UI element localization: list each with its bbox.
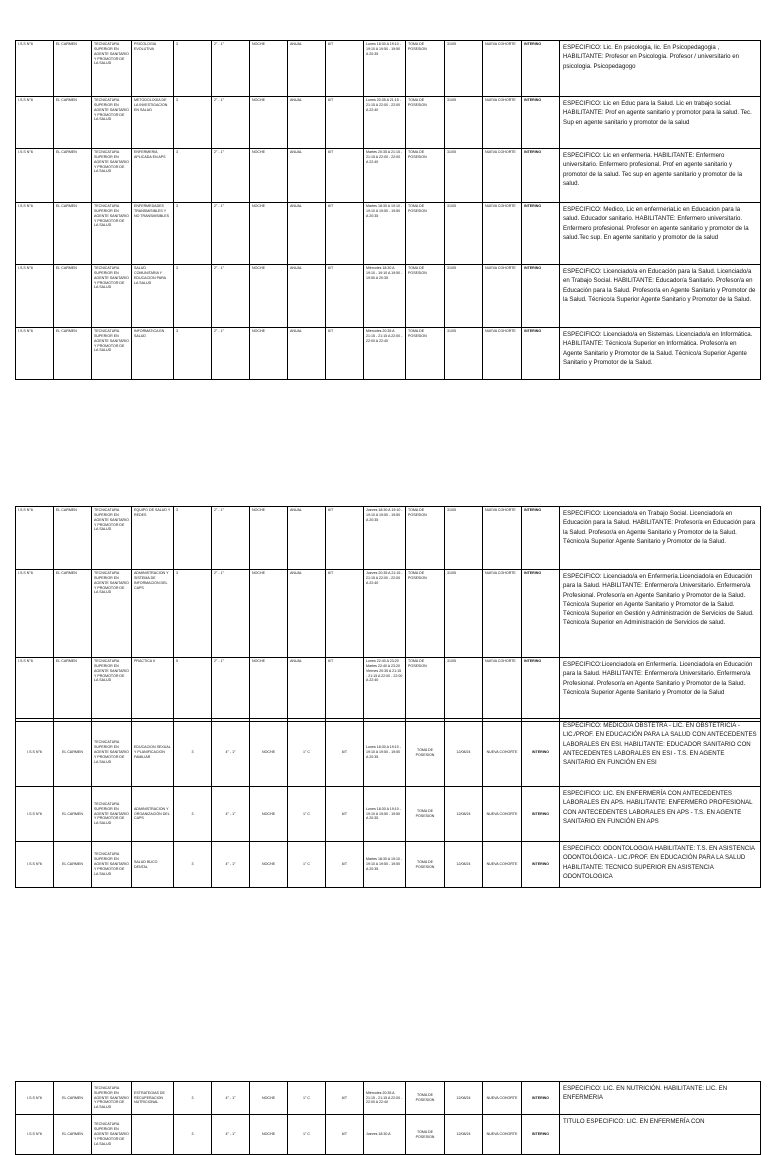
subject-cell [132,1115,174,1155]
year-cell: 2° - 1° [212,658,250,722]
module-cell: 6/T [326,203,364,265]
requirements-cell: ESPECIFICO: Licenciado/a en Educación para la Salud. Licenciado/a en Trabajo Social. HABILITANTE: Educador/a Sanitario. Profesor/a en Educación para la Salud. Profesor/a en Agente Sanitario y Promotor de la Salud. Técnico/a Superior Agente Sanitario y Promotor de la Salud. [560,265,761,328]
regime-cell: 1° C [288,787,326,842]
regime-cell: 1° C [288,1082,326,1115]
table-row [16,1115,761,1155]
shift-cell: NOCHE [250,41,288,97]
subject-cell: ADMINISTRACION Y ORGANIZACIÓN DEL CAPS [132,787,174,842]
hours-cell: 3 [174,265,212,328]
character-cell: INTERINO [522,328,560,380]
hours-cell: 3 [174,719,212,787]
location-cell: EL CARMEN [54,97,92,149]
school-cell: I.S.S N°6 [16,1115,54,1155]
hours-cell: 3 [174,41,212,97]
location-cell: EL CARMEN [54,1115,92,1155]
career-cell: TECNICATURA SUPERIOR EN AGENTE SANITARIO Y PROMOTOR DE LA SALUD [92,1082,132,1115]
situation-cell: TOMA DE POSESION [406,328,445,380]
requirements-cell: ESPECIFICO: Lic en enfermeria. HABILITANTE: Enfermero universitario. Enfermero profesional. Prof en agente sanitario y promotor de la salud. Tec sup en agente sanitario y promotor de la salud. [560,149,761,203]
year-cell: 2° - 1° [212,41,250,97]
shift-cell: NOCHE [250,97,288,149]
date-cell: 12/08/24 [445,842,483,888]
hours-cell: 3 [174,842,212,888]
schedule-cell: Jueves 20:35 A 21:15 - 21:15 A 22:00 - 22:00 A 22:40 [364,570,406,658]
shift-cell: NOCHE [250,149,288,203]
date-cell: 31/05 [445,265,483,328]
cohort-cell: NUEVA COHORTE [483,97,522,149]
year-cell: 4° - 1° [212,842,250,888]
school-cell: I.S.S N°6 [16,570,54,658]
requirements-cell: ESPECIFICO: LIC. EN NUTRICIÓN. HABILITANTE: LIC. EN ENFERMERIA [560,1082,761,1115]
hours-cell: 3 [174,1115,212,1155]
schedule-cell: Lunes 18:30 A 19:10 - 19:10 A 19:50 - 19:50 A 20:35 [364,787,406,842]
date-cell: 12/08/24 [445,1082,483,1115]
character-cell: INTERINO [522,203,560,265]
hours-cell: 5 [174,658,212,722]
requirements-cell: ESPECIFICO: Licenciado/a en Sistemas. Licenciado/a en Informática. HABILITANTE: Técnico/a Superior en Informática. Profesor/a en Agente Sanitario y Promotor de la Salud. Técnico/a Superior Agente Sanitario y Promotor de la Salud. [560,328,761,380]
date-cell: 31/05 [445,570,483,658]
date-cell: 31/05 [445,507,483,570]
subject-cell: PSICOLOGIA EVOLUTIVA [132,41,174,97]
module-cell: 6/T [326,328,364,380]
character-cell: INTERINO [522,787,560,842]
requirements-cell: TITULO ESPECIFICO: LIC. EN ENFERMERÍA CON [560,1115,761,1155]
vacancy-table-2 [15,506,761,722]
regime-cell: ANUAL [288,328,326,380]
module-cell: 6/T [326,97,364,149]
module-cell: 6/T [326,1115,364,1155]
cohort-cell: NUEVA COHORTE [483,507,522,570]
vacancy-table-1 [15,40,761,380]
year-cell: 4° - 1° [212,1115,250,1155]
school-cell: I.S.S N°6 [16,97,54,149]
school-cell: I.S.S N°6 [16,265,54,328]
shift-cell: NOCHE [250,570,288,658]
schedule-cell: Lunes 18:30 A 19:10 - 19:10 A 19:50 - 19:50 A 20:35 [364,719,406,787]
career-cell: TECNICATURA SUPERIOR EN AGENTE SANITARIO Y PROMOTOR DE LA SALUD [92,328,132,380]
subject-cell: SALUD COMUNITARIA Y EDUCACION PARA LA SALUD [132,265,174,328]
schedule-cell: Jueves 18:30 A [364,1115,406,1155]
regime-cell: ANUAL [288,265,326,328]
character-cell: INTERINO [522,842,560,888]
hours-cell: 3 [174,787,212,842]
cohort-cell: NUEVA COHORTE [483,842,522,888]
cohort-cell: NUEVA COHORTE [483,787,522,842]
regime-cell: 1° C [288,719,326,787]
situation-cell: TOMA DE POSESION [406,1082,445,1115]
career-cell: TECNICATURA SUPERIOR EN AGENTE SANITARIO Y PROMOTOR DE LA SALUD [92,842,132,888]
shift-cell: NOCHE [250,1115,288,1155]
hours-cell: 3 [174,1082,212,1115]
school-cell: I.S.S N°6 [16,1082,54,1115]
year-cell: 2° - 1° [212,507,250,570]
year-cell: 4° - 1° [212,719,250,787]
character-cell: INTERINO [522,265,560,328]
table-row [16,41,761,97]
requirements-cell: ESPECIFICO: LIC. EN ENFERMERÍA CON ANTECEDENTES LABORALES EN APS. HABILITANTE: ENFERMERO PROFESIONAL CON ANTECEDENTES LABORALES EN APS - T.S. EN AGENTE SANITARIO EN FUNCIÓN EN APS [560,787,761,842]
table-row [16,787,761,842]
regime-cell: ANUAL [288,97,326,149]
date-cell: 12/08/24 [445,1115,483,1155]
school-cell: I.S.S N°6 [16,328,54,380]
cohort-cell: NUEVA COHORTE [483,203,522,265]
table-row [16,328,761,380]
regime-cell: ANUAL [288,41,326,97]
date-cell: 31/05 [445,328,483,380]
table-row [16,149,761,203]
school-cell: I.S.S N°6 [16,719,54,787]
requirements-cell: ESPECIFICO: MÉDICO/A OBSTETRA - LIC. EN OBSTETRICIA - LIC./PROF. EN EDUCACIÓN PARA LA SALUD CON ANTECEDENTES LABORALES EN ESI. HABILITANTE: EDUCADOR SANITARIO CON ANTECEDENTES LABORALES EN ESI - T.S. EN AGENTE SANITARIO EN FUNCIÓN EN ESI [560,719,761,787]
hours-cell: 3 [174,97,212,149]
situation-cell: TOMA DE POSESION [406,203,445,265]
year-cell: 2° - 1° [212,149,250,203]
date-cell: 31/05 [445,203,483,265]
cohort-cell: NUEVA COHORTE [483,328,522,380]
schedule-cell: Martes 18:30 A 19:10 - 19:10 A 19:50 - 19:50 A 20:35 [364,203,406,265]
subject-cell: PRACTICA II [132,658,174,722]
cohort-cell: NUEVA COHORTE [483,570,522,658]
table-row [16,570,761,658]
career-cell: TECNICATURA SUPERIOR EN AGENTE SANITARIO Y PROMOTOR DE LA SALUD [92,658,132,722]
date-cell: 31/05 [445,149,483,203]
shift-cell: NOCHE [250,658,288,722]
location-cell: EL CARMEN [54,1082,92,1115]
schedule-cell: Miércoles 18:30 A 19:10 - 19:10 A 19:50 - 19:50 A 20:35 [364,265,406,328]
cohort-cell: NUEVA COHORTE [483,265,522,328]
module-cell: 6/T [326,1082,364,1115]
subject-cell: ESTRATEGIAS DE RECUPERACION NUTRICIONAL [132,1082,174,1115]
module-cell: 6/T [326,41,364,97]
cohort-cell: NUEVA COHORTE [483,719,522,787]
date-cell: 12/08/24 [445,719,483,787]
hours-cell: 3 [174,328,212,380]
regime-cell: ANUAL [288,570,326,658]
vacancy-table-4 [15,1081,761,1155]
schedule-cell: Lunes 18:30 A 19:10 - 19:10 A 19:50 - 19:50 A 20:35 [364,41,406,97]
character-cell: INTERINO [522,658,560,722]
location-cell: EL CARMEN [54,328,92,380]
subject-cell: EDUCACION SEXUAL Y PLANIFICACION FAMILIAR [132,719,174,787]
situation-cell: TOMA DE POSESION [406,97,445,149]
shift-cell: NOCHE [250,842,288,888]
situation-cell: TOMA DE POSESION [406,787,445,842]
hours-cell: 3 [174,203,212,265]
module-cell: 6/T [326,719,364,787]
shift-cell: NOCHE [250,787,288,842]
regime-cell: ANUAL [288,658,326,722]
requirements-cell: ESPECIFICO: ODONTOLOGO/A HABILITANTE: T.S. EN ASISTENCIA ODONTOLÓGICA - LIC./PROF. EN EDUCACIÓN PARA LA SALUD HABILITANTE: TECNICO SUPERIOR EN ASISTENCIA ODONTOLOGICA [560,842,761,888]
career-cell: TECNICATURA SUPERIOR EN AGENTE SANITARIO Y PROMOTOR DE LA SALUD [92,719,132,787]
location-cell: EL CARMEN [54,203,92,265]
table-row [16,203,761,265]
character-cell: INTERINO [522,507,560,570]
table-row [16,719,761,787]
location-cell: EL CARMEN [54,719,92,787]
location-cell: EL CARMEN [54,570,92,658]
year-cell: 2° - 1° [212,97,250,149]
table-row [16,265,761,328]
year-cell: 2° - 1° [212,328,250,380]
subject-cell: EQUIPO DE SALUD Y REDES [132,507,174,570]
requirements-cell: ESPECIFICO: Licenciado/a en Trabajo Social. Licenciado/a en Educación para la Salud. HABILITANTE: Profesor/a en Educación para la Salud. Profesor/a en Agente Sanitario y Promotor de la Salud. Técnico/a Superior Agente Sanitario y Promotor de la Salud. [560,507,761,570]
subject-cell: ADMINISTRACION Y SISTEMA DE INFORMACION DEL CAPS [132,570,174,658]
regime-cell: 1° C [288,1115,326,1155]
year-cell: 2° - 1° [212,265,250,328]
schedule-cell: Jueves 18:30 A 19:10 - 19:10 A 19:50 - 19:50 A 20:35 [364,507,406,570]
module-cell: 6/T [326,149,364,203]
cohort-cell: NUEVA COHORTE [483,1082,522,1115]
career-cell: TECNICATURA SUPERIOR EN AGENTE SANITARIO Y PROMOTOR DE LA SALUD [92,265,132,328]
regime-cell: 1° C [288,842,326,888]
regime-cell: ANUAL [288,203,326,265]
shift-cell: NOCHE [250,1082,288,1115]
shift-cell: NOCHE [250,507,288,570]
situation-cell: TOMA DE POSESION [406,658,445,722]
cohort-cell: NUEVA COHORTE [483,149,522,203]
school-cell: I.S.S N°6 [16,203,54,265]
subject-cell: METODOLOGIA DE LA INVESTIGACION EN SALUD [132,97,174,149]
year-cell: 2° - 1° [212,570,250,658]
hours-cell: 3 [174,149,212,203]
school-cell: I.S.S N°6 [16,149,54,203]
date-cell: 12/08/24 [445,787,483,842]
situation-cell: TOMA DE POSESION [406,1115,445,1155]
module-cell: 6/T [326,507,364,570]
situation-cell: TOMA DE POSESION [406,265,445,328]
schedule-cell: Lunes 20:35 A 21:15 - 21:15 A 22:00 - 22:00 A 22:40 [364,97,406,149]
career-cell: TECNICATURA SUPERIOR EN AGENTE SANITARIO Y PROMOTOR DE LA SALUD [92,507,132,570]
cohort-cell: NUEVA COHORTE [483,41,522,97]
schedule-cell: Martes 18:30 A 19:10 - 19:10 A 19:50 - 19:50 A 20:35 [364,842,406,888]
schedule-cell: Martes 20:35 A 21:15 - 21:15 A 22:00 - 22:00 A 22:40 [364,149,406,203]
shift-cell: NOCHE [250,265,288,328]
location-cell: EL CARMEN [54,265,92,328]
location-cell: EL CARMEN [54,149,92,203]
career-cell: TECNICATURA SUPERIOR EN AGENTE SANITARIO Y PROMOTOR DE LA SALUD [92,97,132,149]
situation-cell: TOMA DE POSESION [406,507,445,570]
requirements-cell: ESPECIFICO: Medico, Lic en enfermeriaLic en Educacion para la salud. Educador sanitario. HABILITANTE: Enfermero universitario. Enfermero profesional. Profesor en agente sanitario y promotor de la salud.Tec sup. En agente sanitario y promotor de la salud [560,203,761,265]
subject-cell: SALUD BUCO DENTAL [132,842,174,888]
shift-cell: NOCHE [250,719,288,787]
character-cell: INTERINO [522,97,560,149]
character-cell: INTERINO [522,1115,560,1155]
location-cell: EL CARMEN [54,658,92,722]
school-cell: I.S.S N°6 [16,842,54,888]
situation-cell: TOMA DE POSESION [406,719,445,787]
table-row [16,842,761,888]
character-cell: INTERINO [522,570,560,658]
career-cell: TECNICATURA SUPERIOR EN AGENTE SANITARIO Y PROMOTOR DE LA SALUD [92,41,132,97]
cohort-cell: NUEVA COHORTE [483,1115,522,1155]
schedule-cell: Miércoles 20:35 A 21:15 - 21:15 A 22:00 - 22:00 A 22:40 [364,328,406,380]
schedule-cell: Lunes 22:40 A 23:20 Martes 22:40 A 23:20 Viernes 20:35 A 21:15 - 21:15 A 22:00 - 22:00 A 22:40 [364,658,406,722]
year-cell: 4° - 1° [212,1082,250,1115]
school-cell: I.S.S N°6 [16,507,54,570]
requirements-cell: ESPECIFICO: Licenciado/a en Enfermería.Licenciado/a en Educación para la Salud. HABILITANTE: Enfermero/a Universitario. Enfermero/a Profesional. Profesor/a en Agente Sanitario y Promotor de la Salud. Técnico/a Superior en Agente Sanitario y Promotor de la Salud. Técnico/a Superior en Gestión y Administración de Servicios de Salud. Técnico/a Superior en Administración de Servicios de salud. [560,570,761,658]
character-cell: INTERINO [522,1082,560,1115]
module-cell: 6/T [326,842,364,888]
hours-cell: 3 [174,507,212,570]
subject-cell: ENFERMEDADES TRANSMISIBLES Y NO TRANSMISIBLES [132,203,174,265]
cohort-cell: NUEVA COHORTE [483,658,522,722]
requirements-cell: ESPECIFICO:Licenciado/a en Enfermería. Licenciado/a en Educación para la Salud. HABILITANTE: Enfermero/a Universitario. Enfermero/a Profesional. Profesor/a en Agente Sanitario y Promotor de la Salud. Técnico/a Superior Agente Sanitario y Promotor de la Salud [560,658,761,722]
table-row [16,507,761,570]
career-cell: TECNICATURA SUPERIOR EN AGENTE SANITARIO Y PROMOTOR DE LA SALUD [92,570,132,658]
location-cell: EL CARMEN [54,787,92,842]
date-cell: 31/05 [445,658,483,722]
regime-cell: ANUAL [288,507,326,570]
location-cell: EL CARMEN [54,41,92,97]
year-cell: 2° - 1° [212,203,250,265]
module-cell: 6/T [326,265,364,328]
hours-cell: 3 [174,570,212,658]
requirements-cell: ESPECIFICO: Lic. En psicologia, lic. En Psicopedagogia , HABILITANTE: Profesor en Psicologia. Profesor / universitario en psicologia. Psicopedagogo [560,41,761,97]
school-cell: I.S.S N°6 [16,658,54,722]
character-cell: INTERINO [522,719,560,787]
subject-cell: INFORMATICA EN SALUD [132,328,174,380]
table-row [16,1082,761,1115]
shift-cell: NOCHE [250,203,288,265]
career-cell: TECNICATURA SUPERIOR EN AGENTE SANITARIO Y PROMOTOR DE LA SALUD [92,149,132,203]
module-cell: 6/T [326,658,364,722]
location-cell: EL CARMEN [54,507,92,570]
requirements-cell: ESPECIFICO: Lic en Educ para la Salud. Lic en trabajo social. HABILITANTE: Prof en agente sanitario y promotor para la salud. Tec. Sup en agente sanitario y promotor de la salud [560,97,761,149]
date-cell: 31/05 [445,97,483,149]
situation-cell: TOMA DE POSESION [406,570,445,658]
location-cell: EL CARMEN [54,842,92,888]
situation-cell: TOMA DE POSESION [406,41,445,97]
situation-cell: TOMA DE POSESION [406,149,445,203]
schedule-cell: Miércoles 20:35 A 21:15 - 21:15 A 22:00 - 22:00 A 22:40 [364,1082,406,1115]
year-cell: 4° - 1° [212,787,250,842]
character-cell: INTERINO [522,149,560,203]
career-cell: TECNICATURA SUPERIOR EN AGENTE SANITARIO Y PROMOTOR DE LA SALUD [92,1115,132,1155]
regime-cell: ANUAL [288,149,326,203]
table-row [16,97,761,149]
vacancy-table-3 [15,718,761,888]
table-row [16,658,761,722]
school-cell: I.S.S N°6 [16,41,54,97]
module-cell: 6/T [326,570,364,658]
school-cell: I.S.S N°6 [16,787,54,842]
subject-cell: ENFERMERIA APLICADA EN APS [132,149,174,203]
shift-cell: NOCHE [250,328,288,380]
module-cell: 6/T [326,787,364,842]
character-cell: INTERINO [522,41,560,97]
career-cell: TECNICATURA SUPERIOR EN AGENTE SANITARIO Y PROMOTOR DE LA SALUD [92,203,132,265]
career-cell: TECNICATURA SUPERIOR EN AGENTE SANITARIO Y PROMOTOR DE LA SALUD [92,787,132,842]
situation-cell: TOMA DE POSESION [406,842,445,888]
date-cell: 31/05 [445,41,483,97]
